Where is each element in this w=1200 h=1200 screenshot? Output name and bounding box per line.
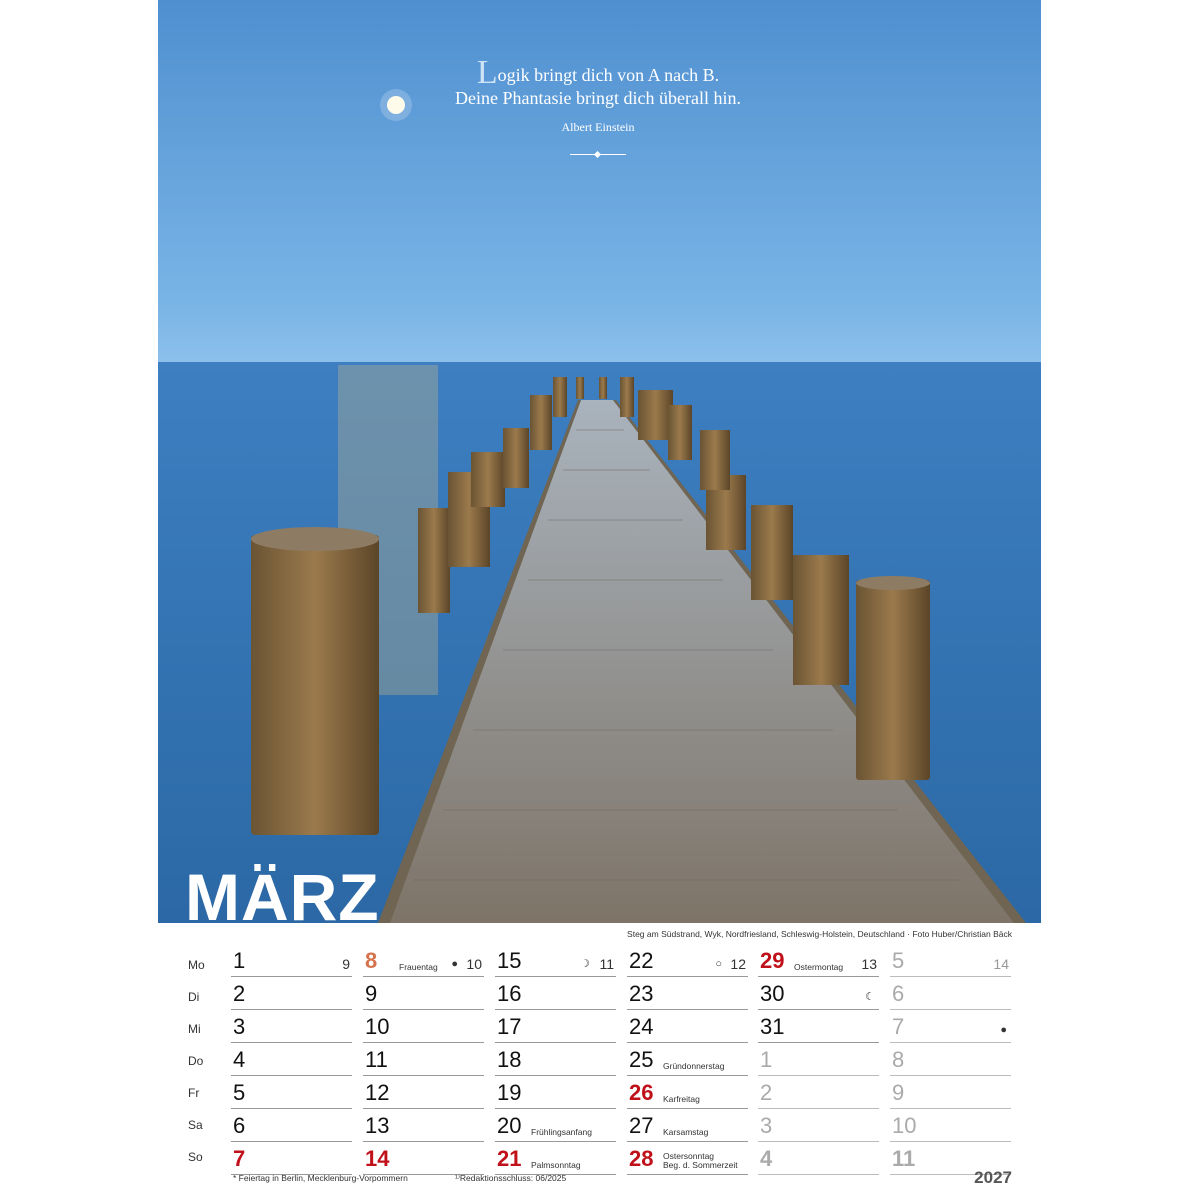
weekday-mo: Mo xyxy=(188,958,205,972)
day-number: 7 xyxy=(892,1014,905,1039)
day-cell[interactable] xyxy=(627,1012,748,1043)
day-number: 6 xyxy=(233,1113,246,1138)
week-number: 11 xyxy=(599,956,614,972)
day-cell[interactable] xyxy=(363,979,484,1010)
calendar-column xyxy=(758,946,879,1177)
day-cell[interactable] xyxy=(758,1111,879,1142)
day-number: 4 xyxy=(233,1047,246,1072)
calendar-page xyxy=(158,0,1041,1200)
calendar-column xyxy=(890,946,1011,1177)
day-cell[interactable] xyxy=(363,1045,484,1076)
day-cell[interactable] xyxy=(495,1045,616,1076)
weekday-so: So xyxy=(188,1150,203,1164)
calendar-column xyxy=(363,946,484,1177)
day-number: 3 xyxy=(233,1014,246,1039)
day-number: 26 xyxy=(629,1080,654,1105)
day-number: 14 xyxy=(365,1146,390,1171)
day-cell[interactable] xyxy=(231,1078,352,1109)
moon-phase-icon: ● xyxy=(1000,1024,1007,1036)
day-note: Ostersonntag Beg. d. Sommerzeit xyxy=(663,1151,738,1170)
week-number: 13 xyxy=(861,956,877,972)
day-cell[interactable] xyxy=(627,1078,748,1109)
day-number: 11 xyxy=(365,1047,388,1072)
day-cell[interactable] xyxy=(495,1012,616,1043)
day-number: 11 xyxy=(892,1146,916,1171)
day-number: 3 xyxy=(760,1113,773,1138)
week-number: 10 xyxy=(466,956,482,972)
weekday-mi: Mi xyxy=(188,1022,201,1036)
day-number: 5 xyxy=(892,948,905,973)
weekday-fr: Fr xyxy=(188,1086,200,1100)
quote-line-2: Deine Phantasie bringt dich überall hin. xyxy=(455,88,741,108)
day-number: 31 xyxy=(760,1014,785,1039)
day-cell[interactable] xyxy=(758,979,879,1010)
day-cell[interactable] xyxy=(231,979,352,1010)
day-cell[interactable] xyxy=(231,1144,352,1175)
day-number: 24 xyxy=(629,1014,654,1039)
day-number: 6 xyxy=(892,981,905,1006)
day-cell[interactable] xyxy=(758,1144,879,1175)
day-number: 16 xyxy=(497,981,522,1006)
day-cell[interactable] xyxy=(758,946,879,977)
day-cell[interactable] xyxy=(363,1078,484,1109)
quote-initial: L xyxy=(476,54,498,91)
calendar-column xyxy=(495,946,616,1177)
day-number: 7 xyxy=(233,1146,246,1171)
moon-phase-icon: ○ xyxy=(715,958,722,970)
day-number: 25 xyxy=(629,1047,654,1072)
day-number: 28 xyxy=(629,1146,654,1171)
day-number: 29 xyxy=(760,948,785,973)
calendar-column xyxy=(627,946,748,1177)
day-cell[interactable] xyxy=(495,1111,616,1142)
day-cell[interactable] xyxy=(495,1078,616,1109)
quote-author: Albert Einstein xyxy=(561,120,635,134)
day-number: 2 xyxy=(233,981,246,1006)
quote-line-1-text: ogik bringt dich von A nach B. xyxy=(497,65,720,85)
day-cell[interactable] xyxy=(627,1045,748,1076)
day-note: Gründonnerstag xyxy=(663,1061,725,1071)
day-cell[interactable] xyxy=(231,946,352,977)
weekday-sa: Sa xyxy=(188,1118,203,1132)
jetty-photo xyxy=(158,0,1041,923)
ornament-divider xyxy=(570,151,626,159)
week-number: 12 xyxy=(730,956,746,972)
year-label: 2027 xyxy=(974,1168,1012,1187)
day-number: 17 xyxy=(497,1014,522,1039)
footnote-editorial: ¹⁾Redaktionsschluss: 06/2025 xyxy=(455,1173,567,1183)
day-number: 13 xyxy=(365,1113,390,1138)
month-title: MÄRZ xyxy=(185,860,380,923)
day-number: 10 xyxy=(365,1014,390,1039)
day-cell[interactable] xyxy=(627,1144,748,1175)
day-cell[interactable] xyxy=(890,1111,1011,1142)
moon-phase-icon: ● xyxy=(451,958,458,970)
day-note: Ostermontag xyxy=(794,962,844,972)
day-cell[interactable] xyxy=(890,1012,1011,1043)
day-number: 9 xyxy=(365,981,378,1006)
day-number: 19 xyxy=(497,1080,522,1105)
day-cell[interactable] xyxy=(363,1111,484,1142)
day-cell[interactable] xyxy=(231,1111,352,1142)
day-note: Palmsonntag xyxy=(531,1160,581,1170)
day-cell[interactable] xyxy=(890,946,1011,977)
day-number: 8 xyxy=(892,1047,905,1072)
day-number: 8 xyxy=(365,948,378,973)
day-cell[interactable] xyxy=(231,1045,352,1076)
moon-phase-icon: ☽ xyxy=(580,958,590,970)
day-cell[interactable] xyxy=(758,1045,879,1076)
day-cell[interactable] xyxy=(627,979,748,1010)
day-number: 10 xyxy=(892,1113,917,1138)
weekday-do: Do xyxy=(188,1054,204,1068)
footnote-holiday: * Feiertag in Berlin, Mecklenburg-Vorpommern xyxy=(233,1173,408,1183)
day-note: Frühlingsanfang xyxy=(531,1127,592,1137)
moon-phase-icon: ☾ xyxy=(865,991,875,1003)
day-cell[interactable] xyxy=(363,1144,484,1175)
day-number: 4 xyxy=(760,1146,773,1171)
day-cell[interactable] xyxy=(495,979,616,1010)
day-number: 20 xyxy=(497,1113,522,1138)
photo-credit: Steg am Südstrand, Wyk, Nordfriesland, Schleswig-Holstein, Deutschland · Foto Huber/Christian Bäck xyxy=(627,929,1012,939)
quote-line-1 xyxy=(398,54,798,91)
day-number: 21 xyxy=(497,1146,522,1171)
day-cell[interactable] xyxy=(758,1078,879,1109)
day-cell[interactable] xyxy=(758,1012,879,1043)
week-number: 9 xyxy=(342,956,350,972)
day-cell[interactable] xyxy=(890,1045,1011,1076)
day-note: Karsamstag xyxy=(663,1127,709,1137)
day-number: 22 xyxy=(629,948,654,973)
day-number: 2 xyxy=(760,1080,773,1105)
day-number: 18 xyxy=(497,1047,522,1072)
day-number: 23 xyxy=(629,981,654,1006)
day-cell[interactable] xyxy=(231,1012,352,1043)
day-number: 1 xyxy=(233,948,246,973)
day-note: Karfreitag xyxy=(663,1094,700,1104)
day-number: 15 xyxy=(497,948,522,973)
day-cell[interactable] xyxy=(363,1012,484,1043)
day-cell[interactable] xyxy=(627,1111,748,1142)
day-number: 27 xyxy=(629,1113,654,1138)
weekday-di: Di xyxy=(188,990,200,1004)
day-cell[interactable] xyxy=(363,946,484,977)
day-number: 5 xyxy=(233,1080,246,1105)
day-note: Frauentag xyxy=(399,962,438,972)
day-cell[interactable] xyxy=(495,1144,616,1175)
day-cell[interactable] xyxy=(890,1078,1011,1109)
day-cell[interactable] xyxy=(627,946,748,977)
day-cell[interactable] xyxy=(890,979,1011,1010)
week-number: 14 xyxy=(993,956,1009,972)
calendar-column xyxy=(231,946,352,1177)
day-number: 1 xyxy=(760,1047,773,1072)
day-cell[interactable] xyxy=(495,946,616,977)
quote-block xyxy=(398,54,798,159)
day-number: 12 xyxy=(365,1080,390,1105)
day-number: 30 xyxy=(760,981,785,1006)
day-number: 9 xyxy=(892,1080,905,1105)
